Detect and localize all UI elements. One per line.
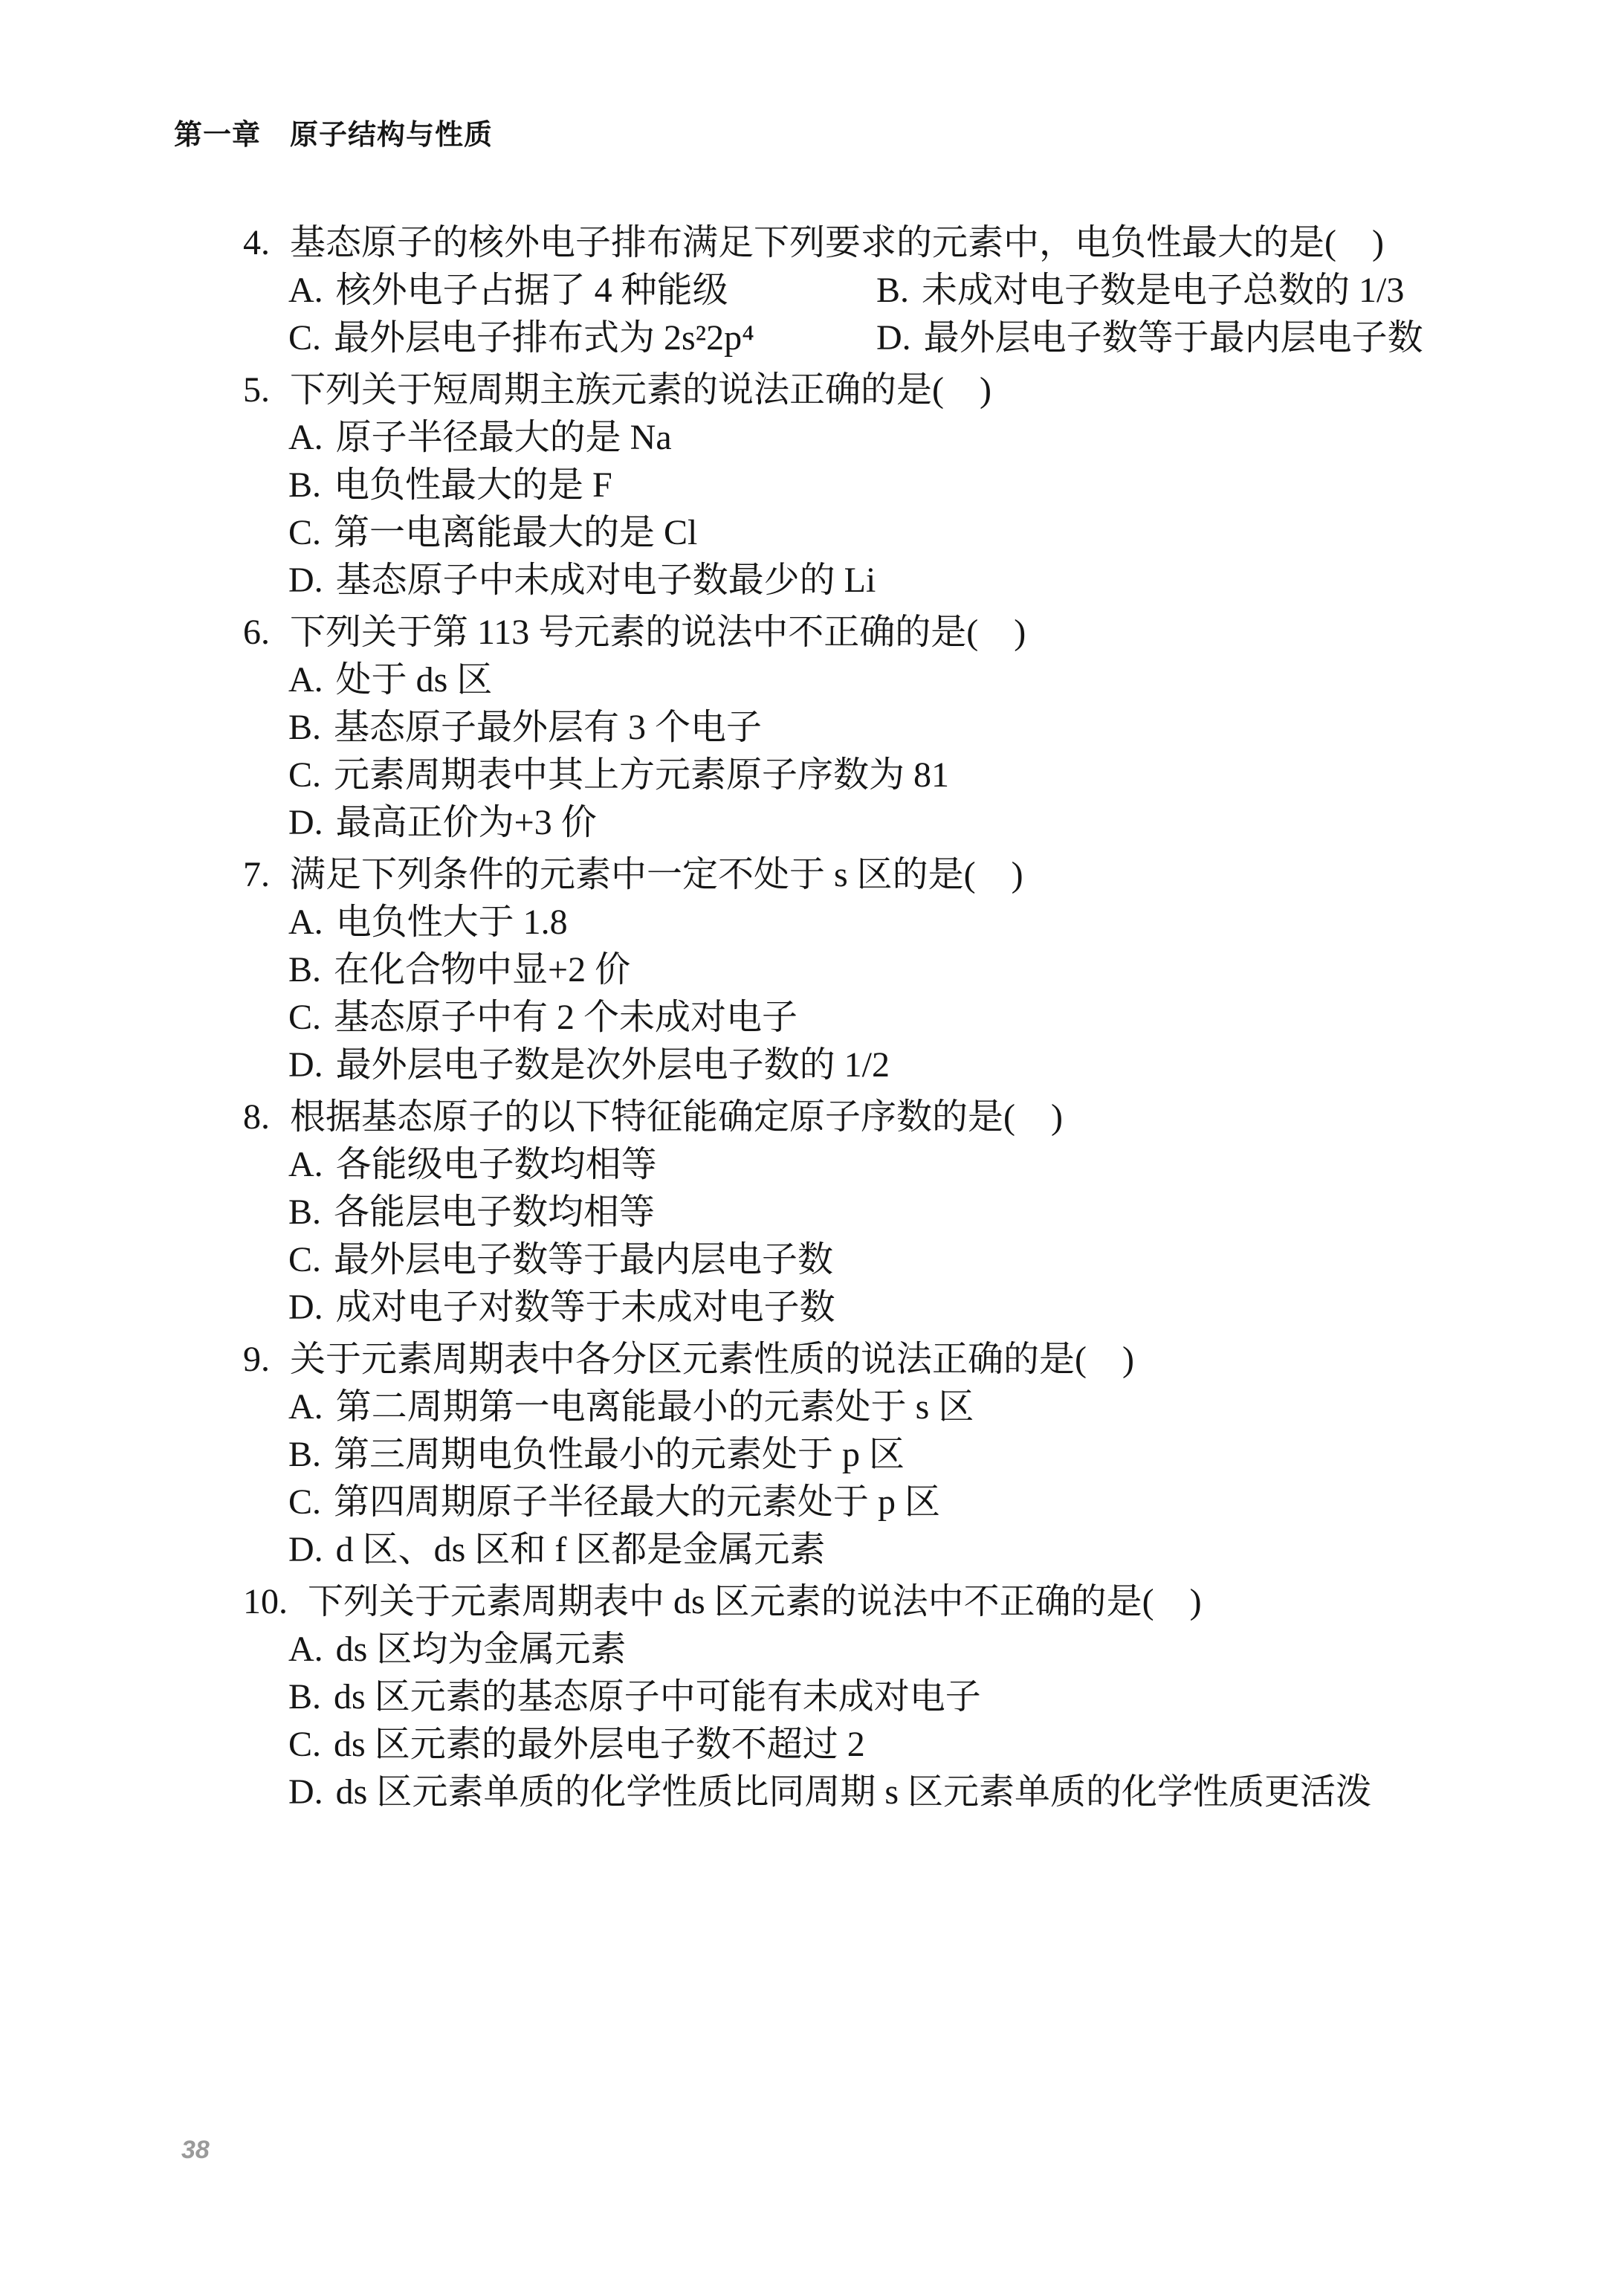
option-B — [288, 946, 1624, 994]
option-label: C. — [288, 1725, 322, 1764]
option-text: 成对电子对数等于未成对电子数 — [335, 1288, 835, 1327]
option-text: 电负性大于 1.8 — [335, 902, 568, 942]
option-B — [876, 267, 1624, 314]
option-A — [288, 1383, 1624, 1431]
question-stem-line — [0, 1336, 1624, 1383]
question-stem-line — [0, 1578, 1624, 1626]
option-group — [0, 1626, 1624, 1816]
option-label: C. — [288, 513, 322, 552]
option-label: B. — [876, 271, 910, 310]
option-text: 电负性最大的是 F — [334, 465, 612, 505]
question-7 — [0, 851, 1624, 1089]
page-number: 38 — [181, 2136, 210, 2164]
option-group — [0, 1141, 1624, 1331]
question-list — [0, 219, 1624, 1816]
option-A — [288, 414, 1624, 462]
option-text: 最外层电子数等于最内层电子数 — [334, 1240, 834, 1279]
option-label: C. — [288, 1240, 322, 1279]
question-number: 9. — [243, 1340, 270, 1379]
question-4 — [0, 219, 1624, 362]
option-text: 元素周期表中其上方元素原子序数为 81 — [334, 755, 950, 795]
option-label: C. — [288, 998, 322, 1037]
option-D — [288, 799, 1624, 847]
option-D — [288, 1526, 1624, 1574]
question-8 — [0, 1094, 1624, 1331]
option-text: ds 区元素的最外层电子数不超过 2 — [334, 1725, 865, 1764]
option-text: 未成对电子数是电子总数的 1/3 — [922, 271, 1405, 310]
option-text: ds 区均为金属元素 — [335, 1630, 627, 1669]
option-C — [288, 1236, 1624, 1284]
option-text: 各能层电子数均相等 — [334, 1192, 656, 1232]
option-A — [288, 1141, 1624, 1189]
option-text: 原子半径最大的是 Na — [335, 418, 672, 457]
question-stem: 下列关于短周期主族元素的说法正确的是( ) — [290, 370, 991, 410]
option-text: ds 区元素的基态原子中可能有未成对电子 — [334, 1677, 981, 1717]
option-D — [288, 1042, 1624, 1089]
option-C — [288, 509, 1624, 557]
option-B — [288, 1431, 1624, 1479]
option-label: B. — [288, 708, 322, 747]
question-stem: 下列关于第 113 号元素的说法中不正确的是( ) — [290, 613, 1026, 652]
option-B — [288, 462, 1624, 509]
option-B — [288, 1189, 1624, 1236]
option-A — [288, 656, 1624, 704]
option-text: 核外电子占据了 4 种能级 — [335, 271, 728, 310]
option-B — [288, 704, 1624, 752]
question-number: 7. — [243, 855, 270, 894]
option-text: 各能级电子数均相等 — [335, 1145, 657, 1184]
option-label: A. — [288, 418, 323, 457]
option-text: 第二周期第一电离能最小的元素处于 s 区 — [335, 1387, 974, 1427]
option-group — [0, 899, 1624, 1089]
option-B — [288, 1673, 1624, 1721]
option-text: 第四周期原子半径最大的元素处于 p 区 — [334, 1482, 941, 1522]
question-stem: 根据基态原子的以下特征能确定原子序数的是( ) — [290, 1097, 1063, 1137]
option-label: A. — [288, 1630, 323, 1669]
question-stem-line — [0, 219, 1624, 267]
option-text: 基态原子中未成对电子数最少的 Li — [335, 561, 876, 600]
question-stem-line — [0, 851, 1624, 899]
question-stem: 满足下列条件的元素中一定不处于 s 区的是( ) — [290, 855, 1023, 894]
question-9 — [0, 1336, 1624, 1574]
question-stem: 下列关于元素周期表中 ds 区元素的说法中不正确的是( ) — [308, 1582, 1202, 1621]
option-label: A. — [288, 660, 323, 700]
option-text: ds 区元素单质的化学性质比同周期 s 区元素单质的化学性质更活泼 — [335, 1772, 1372, 1812]
option-label: B. — [288, 1435, 322, 1474]
question-5 — [0, 366, 1624, 604]
option-label: B. — [288, 950, 322, 989]
option-label: C. — [288, 755, 322, 795]
option-label: D. — [288, 561, 323, 600]
option-label: D. — [288, 1045, 323, 1085]
question-number: 10. — [243, 1582, 288, 1621]
option-D — [288, 1769, 1624, 1816]
question-number: 6. — [243, 613, 270, 652]
question-number: 8. — [243, 1097, 270, 1137]
option-label: A. — [288, 1387, 323, 1427]
option-label: A. — [288, 271, 323, 310]
question-number: 5. — [243, 370, 270, 410]
option-label: C. — [288, 318, 322, 358]
option-label: B. — [288, 1192, 322, 1232]
option-text: 第三周期电负性最小的元素处于 p 区 — [334, 1435, 905, 1474]
option-label: D. — [288, 803, 323, 842]
option-text: d 区、ds 区和 f 区都是金属元素 — [335, 1530, 826, 1569]
option-label: D. — [288, 1288, 323, 1327]
question-stem-line — [0, 366, 1624, 414]
option-group — [0, 656, 1624, 847]
question-stem-line — [0, 1094, 1624, 1141]
option-C — [288, 1721, 1624, 1769]
option-label: C. — [288, 1482, 322, 1522]
option-D — [288, 1284, 1624, 1331]
option-text: 处于 ds 区 — [335, 660, 493, 700]
option-text: 基态原子最外层有 3 个电子 — [334, 708, 763, 747]
question-6 — [0, 609, 1624, 847]
option-label: D. — [876, 318, 911, 358]
question-stem: 关于元素周期表中各分区元素性质的说法正确的是( ) — [290, 1340, 1134, 1379]
question-10 — [0, 1578, 1624, 1816]
option-A — [288, 267, 876, 314]
option-text: 最外层电子数是次外层电子数的 1/2 — [335, 1045, 890, 1085]
option-D — [288, 557, 1624, 604]
option-text: 最高正价为+3 价 — [335, 803, 597, 842]
option-A — [288, 899, 1624, 946]
option-C — [288, 1479, 1624, 1526]
option-label: A. — [288, 902, 323, 942]
option-text: 在化合物中显+2 价 — [334, 950, 631, 989]
option-group — [0, 1383, 1624, 1574]
option-text: 最外层电子数等于最内层电子数 — [923, 318, 1423, 358]
option-A — [288, 1626, 1624, 1673]
option-text: 最外层电子排布式为 2s²2p⁴ — [334, 318, 754, 358]
option-text: 基态原子中有 2 个未成对电子 — [334, 998, 798, 1037]
option-D — [876, 314, 1624, 362]
option-label: D. — [288, 1530, 323, 1569]
option-label: A. — [288, 1145, 323, 1184]
option-C — [288, 752, 1624, 799]
option-label: B. — [288, 465, 322, 505]
option-label: D. — [288, 1772, 323, 1812]
option-C — [288, 314, 876, 362]
question-number: 4. — [243, 223, 270, 262]
question-stem: 基态原子的核外电子排布满足下列要求的元素中，电负性最大的是( ) — [290, 223, 1384, 262]
question-stem-line — [0, 609, 1624, 656]
option-text: 第一电离能最大的是 Cl — [334, 513, 698, 552]
option-group — [0, 414, 1624, 604]
chapter-header: 第一章 原子结构与性质 — [174, 120, 494, 151]
option-C — [288, 994, 1624, 1042]
option-group — [0, 267, 1624, 362]
option-label: B. — [288, 1677, 322, 1717]
